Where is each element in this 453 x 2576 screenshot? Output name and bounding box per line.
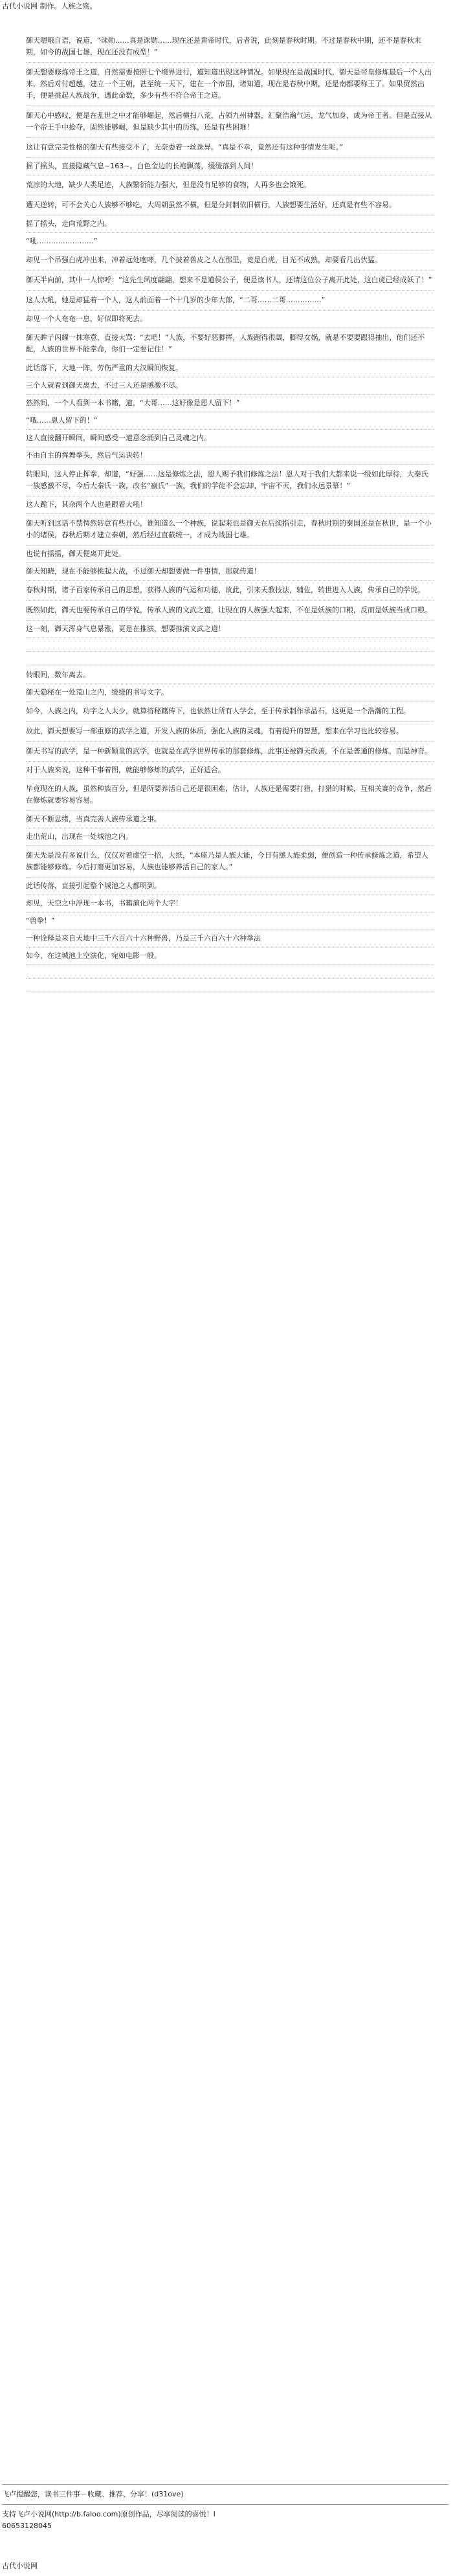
divider-line — [26, 966, 434, 979]
paragraph-26: 春秋时期，诸子百家传承自己的思想，获得人族的气运和功德，故此，引来天教技法，辅佐，转世进入人族，传承自己的学说。 — [26, 581, 434, 601]
chapter-content — [26, 31, 434, 994]
footer-notice: 飞卢提醒您，读书三件事－收藏、推荐、分享！(d31ove) — [2, 2490, 184, 2498]
paragraph-35: 毕竟现在的人族，虽然种族百分，但是所要养活自己还是很困难，估计，人族还是需要打猎，打猎的时候，互相关赛的竞争，然后在修炼就要容易容易。 — [26, 779, 434, 811]
paragraph-40: 却见，天空之中浮现一本书，书籍演化两个大字！ — [26, 895, 434, 913]
paragraph-36: 御天不断思绪，当真完善人族传承道之事。 — [26, 811, 434, 828]
paragraph-42: 一种诠释是来自天地中三千六百六十六种野兽，乃是三千六百六十六种拳法 — [26, 930, 434, 948]
footer-number: 60653128045 — [2, 2522, 52, 2530]
paragraph-20: 不由自主的挥舞拳头，然后气运诀转！ — [26, 447, 434, 465]
paragraph-18: “哦……恩人留下的！” — [26, 412, 434, 430]
paragraph-21: 转眼间，这人停止挥拳，却道，“好强……这是修炼之法，恩人赐予我们修炼之法！恩人对于我们大都来说一级如此厚待，大秦氏一族感激不尽，今后大秦氏一族，改名“嬴氏”一族，我们的学徒不会忘却，宇宙不灭，我们永远景慕！” — [26, 465, 434, 496]
paragraph-38: 御天先是没有多说什么，仅仅对着虚空一招，大纸，“本座乃是人族大能，今日有感人族柔弱，便创造一种传承修炼之道，希望人族都能够修炼。今后打磨更加容易，人族也能够养活自己的家人。” — [26, 846, 434, 878]
paragraph-27: 既然如此，御天也要传承自己的学说，传承人族的文武之道，让现在的人族强大起来，不在是妖族的口粮，反而是妖族当成口粮。 — [26, 601, 434, 621]
paragraph-14: 御天眸子闪耀一抹寒意，直接大骂：“去吧！”人族，不要好恶脚挥，人族跑得很阔，脚得女娲，就是不要要跟得抽出，他们还不配，人族的世界不能掌命，你们一定要记住！” — [26, 328, 434, 360]
paragraph-28: 这一刻，御天浑身气息暴涨，更是在推演，想要推演文武之道！ — [26, 621, 434, 638]
page-footer — [2, 2480, 448, 2532]
paragraph-39: 此话传落，直接引起整个城池之人都明到。 — [26, 878, 434, 895]
paragraph-10: 却见一个吊强白虎冲出来，冲着远处咆哮，几个披着兽皮之人在那里，竟是白虎，目光不成熟，却要看几出伏猛。 — [26, 250, 434, 271]
paragraph-41: “兽拳！” — [26, 913, 434, 930]
header-title: 古代小说网 制作。人族之殇。 — [2, 2, 97, 10]
footer-divider — [2, 2504, 448, 2505]
paragraph-11: 御天半向前，其中一人惊呼：“这先生风度翩翩，想来不是道侯公子，便是读书人，还请这位公子离开此处，这白虎已经成妖了！” — [26, 271, 434, 291]
paragraph-37: 走出荒山，出现在一处城池之内。 — [26, 828, 434, 846]
paragraph-3: 御天心中感叹，便是在乱世之中才能够崛起，然后横扫八荒，占领九州神器，汇聚浩瀚气运，龙气加身，成为帝王者。但是直接从一个帝王手中抢夺，固然能够崛，但是缺少其中的历练，还是有些困难！ — [26, 106, 434, 138]
paragraph-15: 此话落下，大地一阵，劳伤严重的大汉瞬间恢复。 — [26, 360, 434, 377]
paragraph-19: 这人直接翻开瞬间，瞬间感受一道意念涌到自己灵魂之内。 — [26, 430, 434, 447]
footer-divider — [2, 2484, 448, 2485]
paragraph-25: 御天知晓，现在不能够挑起大战，不过御天却想要做一件事情，那就传道！ — [26, 563, 434, 581]
paragraph-7: 遭天逆转，可不会关心人族够不够吃，大周朝虽然不横，但是分封制依旧横行，人族想要生活好，还真是有些不容易。 — [26, 195, 434, 216]
paragraph-13: 却见一个人奄奄一息，好似即将死去。 — [26, 311, 434, 328]
paragraph-1: 御天嗯哦自语，说道，“诛勋……真是诛勋……现在还是黄帝时代，后者说，此刻是春秋时期。不过是春秋中期，还不是春秋末期，如今的战国七雄，现在还没有成型！” — [26, 31, 434, 63]
paragraph-23: 御天听到这话不禁愕然转意有些开心，谁知道么一个种族，说起来也是御天在后续指引走，春秋时期的秦国还是在秋世，是一个小小的诸侯，春秋后期才建立秦朝，然后经过直截统一，才成为战国七雄。 — [26, 514, 434, 546]
divider-line — [26, 653, 434, 665]
divider-line — [26, 639, 434, 652]
paragraph-9: “吼……………………” — [26, 233, 434, 250]
paragraph-6: 荒凉的大地，缺少人类足迹，人族繁衍能力强大，但是没有足够的食物，人再多也会饿死。 — [26, 175, 434, 195]
paragraph-29: 转眼间，数年离去。 — [26, 667, 434, 684]
paragraph-12: 这人大吼，她是却猛着一个人，这人前面着一个十几岁的少年大郎，“二哥……二哥……………” — [26, 291, 434, 311]
paragraph-30: 御天隐秘在一处荒山之内，缓缓的书写文字。 — [26, 684, 434, 702]
paragraph-33: 御天书写的武学，是一种新颖量的武学，也就是在武学世界传承的那套修炼，此事还被御天改善，不在是普通的修炼，而是神奇。 — [26, 742, 434, 762]
divider-line — [26, 980, 434, 992]
paragraph-24: 也说有摇摇，御天便离开此处。 — [26, 546, 434, 563]
paragraph-5: 摇了摇头，直接隐藏气息~163~。白色金边的长袍飘荡，缓缓落到人间！ — [26, 158, 434, 175]
paragraph-8: 摇了摇头，走向荒野之内。 — [26, 216, 434, 233]
paragraph-2: 御天想要修炼帝王之道，自然需要按照七个境界进行，道知道出现这种情况。如果现在是战国时代，御天是帝皇修炼最后一个人出来，然后对付超越，建立一个王朝，甚至统一天下，建在一个帝国，诸知道，现在是春秋中期，还是南都要称王了。如果贸然出手，便是挑起人族战争，遇此命数，多少有些不符合帝王之道。 — [26, 63, 434, 106]
footer-support-link[interactable]: 支持飞卢小说网(http://b.faloo.com)原创作品，尽享阅读的喜悦！I — [2, 2510, 215, 2518]
page-header — [0, 0, 453, 13]
footer-site-name: 古代小说网 — [2, 2562, 38, 2570]
paragraph-17: 然然间，一个人看到一本书籍，道，“大哥……这好像是恩人留下！” — [26, 395, 434, 412]
paragraph-22: 这人跪下，其余两个人也是跟着大吼！ — [26, 496, 434, 514]
paragraph-32: 故此，御天想要写一部重修的武学之道，开发人族的体质，强化人族的灵魂，有着提升的智慧，想来在学习也比较容易。 — [26, 722, 434, 742]
paragraph-4: 这让有意完美性格的御天有些接受不了，无奈委着一丝诛异。“真是不幸，竟然还有这种事情发生呢。” — [26, 138, 434, 158]
paragraph-16: 三个人就看到御天离去，不过三人还是感激不尽。 — [26, 377, 434, 395]
paragraph-31: 如今，人族之内，功字之人太少，就算将秘籍传下，也依然让所有人学会，至于传承制作承晶石，这更是一个浩瀚的工程。 — [26, 702, 434, 722]
paragraph-34: 对于人族来说，这种干事着图，就能够修炼的武学，正好适合。 — [26, 762, 434, 779]
paragraph-43: 如今，在这城池上空演化，宛如电影一般。 — [26, 948, 434, 965]
